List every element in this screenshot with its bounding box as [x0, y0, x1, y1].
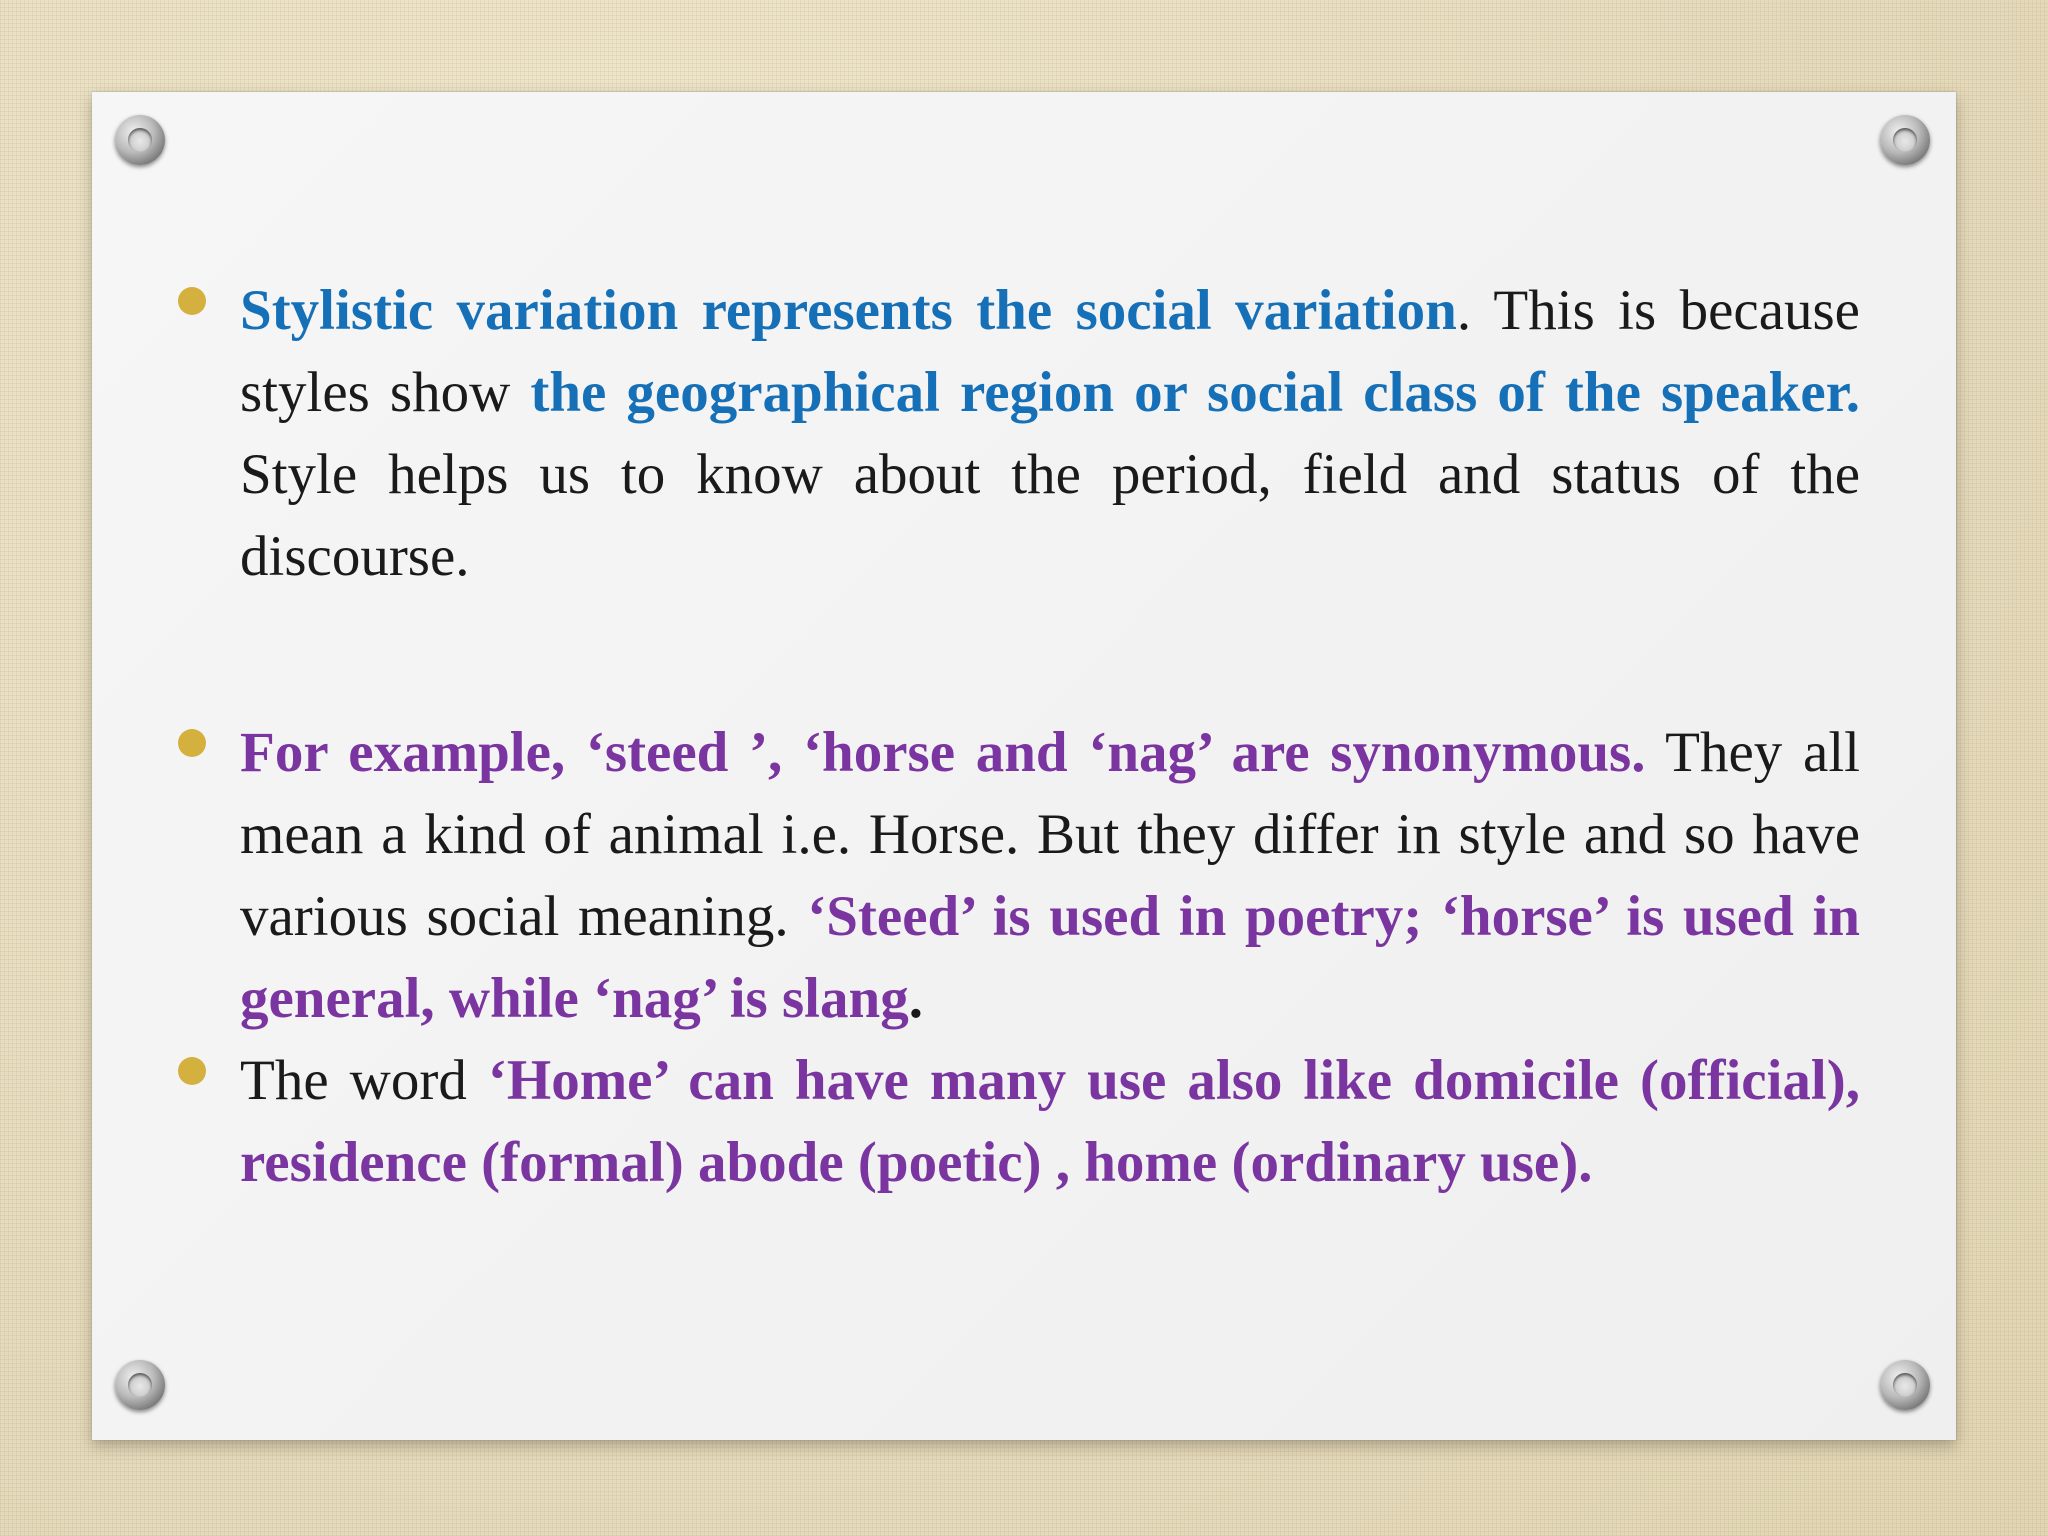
bullet-2-text-a: They all mean a kind of animal i.e. Horse. But they differ in style and so have various social meaning.: [240, 721, 1860, 948]
bullet-example-synonyms: [240, 712, 1860, 1040]
grommet-icon: [115, 115, 165, 165]
bullet-2-highlight-a: For example, ‘steed ’, ‘horse and ‘nag’ are synonymous.: [240, 721, 1646, 784]
slide-content: [240, 270, 1860, 1204]
bullet-1-text-b: Style helps us to know about the period, field and status of the discourse.: [240, 443, 1860, 588]
bullet-3-text-a: The word: [240, 1049, 488, 1112]
bullet-home-word: [240, 1040, 1860, 1204]
bullet-2-highlight-b: ‘Steed’ is used in poetry; ‘horse’ is used in general, while ‘nag’ is slang: [240, 885, 1860, 1030]
bullet-1-highlight-b: the geographical region or social class of the speaker.: [530, 361, 1860, 424]
grommet-icon: [1880, 1360, 1930, 1410]
bullet-3-highlight: ‘Home’ can have many use also like domicile (official), residence (formal) abode (poetic) , home (ordinary use).: [240, 1049, 1860, 1194]
bullet-stylistic-variation: [240, 270, 1860, 598]
bullet-1-text-a: . This is because styles show: [240, 279, 1860, 424]
bullet-dot-icon: [178, 287, 206, 315]
bullet-1-highlight-a: Stylistic variation represents the social variation: [240, 279, 1457, 342]
grommet-icon: [115, 1360, 165, 1410]
bullet-2-period: .: [908, 967, 923, 1030]
grommet-icon: [1880, 115, 1930, 165]
bullet-dot-icon: [178, 1057, 206, 1085]
bullet-dot-icon: [178, 729, 206, 757]
